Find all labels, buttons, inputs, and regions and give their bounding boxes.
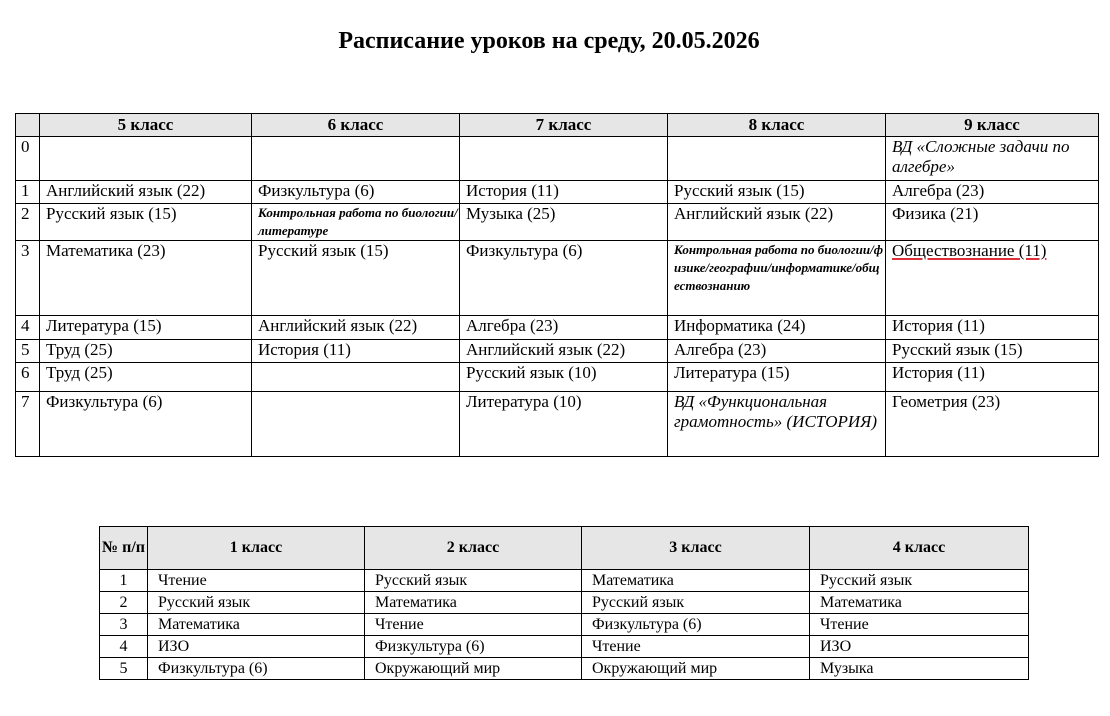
table-row <box>100 592 1029 614</box>
table-row <box>100 570 1029 592</box>
cell: Алгебра (23) <box>668 340 886 363</box>
cell: Физкультура (6) <box>252 181 460 204</box>
schedule-table-1-4 <box>99 526 1029 680</box>
cell: Русский язык (10) <box>460 363 668 392</box>
page-title: Расписание уроков на среду, 20.05.2026 <box>338 28 760 54</box>
cell: Английский язык (22) <box>668 204 886 241</box>
cell <box>460 137 668 181</box>
table-row <box>16 392 1099 457</box>
cell: ВД «Функциональная грамотность» (ИСТОРИЯ) <box>668 392 886 457</box>
table-row <box>16 316 1099 340</box>
header-num: № п/п <box>100 527 148 570</box>
lesson-number: 3 <box>16 241 40 316</box>
cell: Труд (25) <box>40 340 252 363</box>
cell: Физкультура (6) <box>40 392 252 457</box>
cell: Труд (25) <box>40 363 252 392</box>
cell: Английский язык (22) <box>252 316 460 340</box>
cell: История (11) <box>460 181 668 204</box>
cell: Чтение <box>582 636 810 658</box>
cell: Английский язык (22) <box>40 181 252 204</box>
lesson-number: 0 <box>16 137 40 181</box>
cell: Литература (15) <box>40 316 252 340</box>
header-class-5: 5 класс <box>40 114 252 137</box>
header-class-8: 8 класс <box>668 114 886 137</box>
test-note-cell: Контрольная работа по биологии/литературе <box>252 204 460 241</box>
cell: Математика <box>810 592 1029 614</box>
cell: Русский язык (15) <box>668 181 886 204</box>
cell: Алгебра (23) <box>886 181 1099 204</box>
lesson-number: 1 <box>100 570 148 592</box>
header-class-9: 9 класс <box>886 114 1099 137</box>
cell: ВД «Сложные задачи по алгебре» <box>886 137 1099 181</box>
header-class-1: 1 класс <box>148 527 365 570</box>
cell: Русский язык (15) <box>886 340 1099 363</box>
cell: Музыка (25) <box>460 204 668 241</box>
cell <box>252 137 460 181</box>
cell: Русский язык <box>365 570 582 592</box>
cell: Русский язык <box>582 592 810 614</box>
cell: Физкультура (6) <box>365 636 582 658</box>
cell: ИЗО <box>148 636 365 658</box>
lesson-number: 5 <box>100 658 148 680</box>
cell: История (11) <box>886 363 1099 392</box>
lesson-number: 7 <box>16 392 40 457</box>
table-row <box>16 204 1099 241</box>
lesson-number: 4 <box>100 636 148 658</box>
cell: Физика (21) <box>886 204 1099 241</box>
cell: Физкультура (6) <box>148 658 365 680</box>
lesson-number: 5 <box>16 340 40 363</box>
lesson-number: 2 <box>16 204 40 241</box>
lesson-number: 3 <box>100 614 148 636</box>
cell <box>252 363 460 392</box>
cell: Математика <box>365 592 582 614</box>
table-row <box>100 636 1029 658</box>
table-header-row <box>100 527 1029 570</box>
table-row <box>16 181 1099 204</box>
lesson-number: 6 <box>16 363 40 392</box>
cell: Чтение <box>810 614 1029 636</box>
cell: Физкультура (6) <box>460 241 668 316</box>
cell: Чтение <box>365 614 582 636</box>
cell: Литература (15) <box>668 363 886 392</box>
cell: Математика (23) <box>40 241 252 316</box>
table-row <box>16 363 1099 392</box>
cell: Английский язык (22) <box>460 340 668 363</box>
table-header-row <box>16 114 1099 137</box>
table-row <box>100 614 1029 636</box>
header-class-4: 4 класс <box>810 527 1029 570</box>
cell: Алгебра (23) <box>460 316 668 340</box>
cell <box>886 241 1099 316</box>
test-note-cell: Контрольная работа по биологии/физике/географии/информатике/обществознанию <box>668 241 886 316</box>
cell: Чтение <box>148 570 365 592</box>
header-class-7: 7 класс <box>460 114 668 137</box>
cell: Литература (10) <box>460 392 668 457</box>
cell <box>668 137 886 181</box>
table-row <box>100 658 1029 680</box>
schedule-table-5-9 <box>15 113 1099 457</box>
cell <box>252 392 460 457</box>
underlined-text: Обществознание (11) <box>892 241 1047 260</box>
table-row <box>16 137 1099 181</box>
cell: Русский язык <box>148 592 365 614</box>
cell: Окружающий мир <box>365 658 582 680</box>
cell: Математика <box>148 614 365 636</box>
cell: История (11) <box>886 316 1099 340</box>
header-class-6: 6 класс <box>252 114 460 137</box>
cell: Математика <box>582 570 810 592</box>
cell: Информатика (24) <box>668 316 886 340</box>
header-class-2: 2 класс <box>365 527 582 570</box>
cell: Окружающий мир <box>582 658 810 680</box>
cell: Музыка <box>810 658 1029 680</box>
table-row <box>16 340 1099 363</box>
cell: Русский язык <box>810 570 1029 592</box>
cell: Геометрия (23) <box>886 392 1099 457</box>
cell <box>40 137 252 181</box>
cell: ИЗО <box>810 636 1029 658</box>
lesson-number: 1 <box>16 181 40 204</box>
cell: История (11) <box>252 340 460 363</box>
header-class-3: 3 класс <box>582 527 810 570</box>
cell: Русский язык (15) <box>40 204 252 241</box>
header-num <box>16 114 40 137</box>
lesson-number: 4 <box>16 316 40 340</box>
cell: Физкультура (6) <box>582 614 810 636</box>
cell: Русский язык (15) <box>252 241 460 316</box>
lesson-number: 2 <box>100 592 148 614</box>
table-row <box>16 241 1099 316</box>
